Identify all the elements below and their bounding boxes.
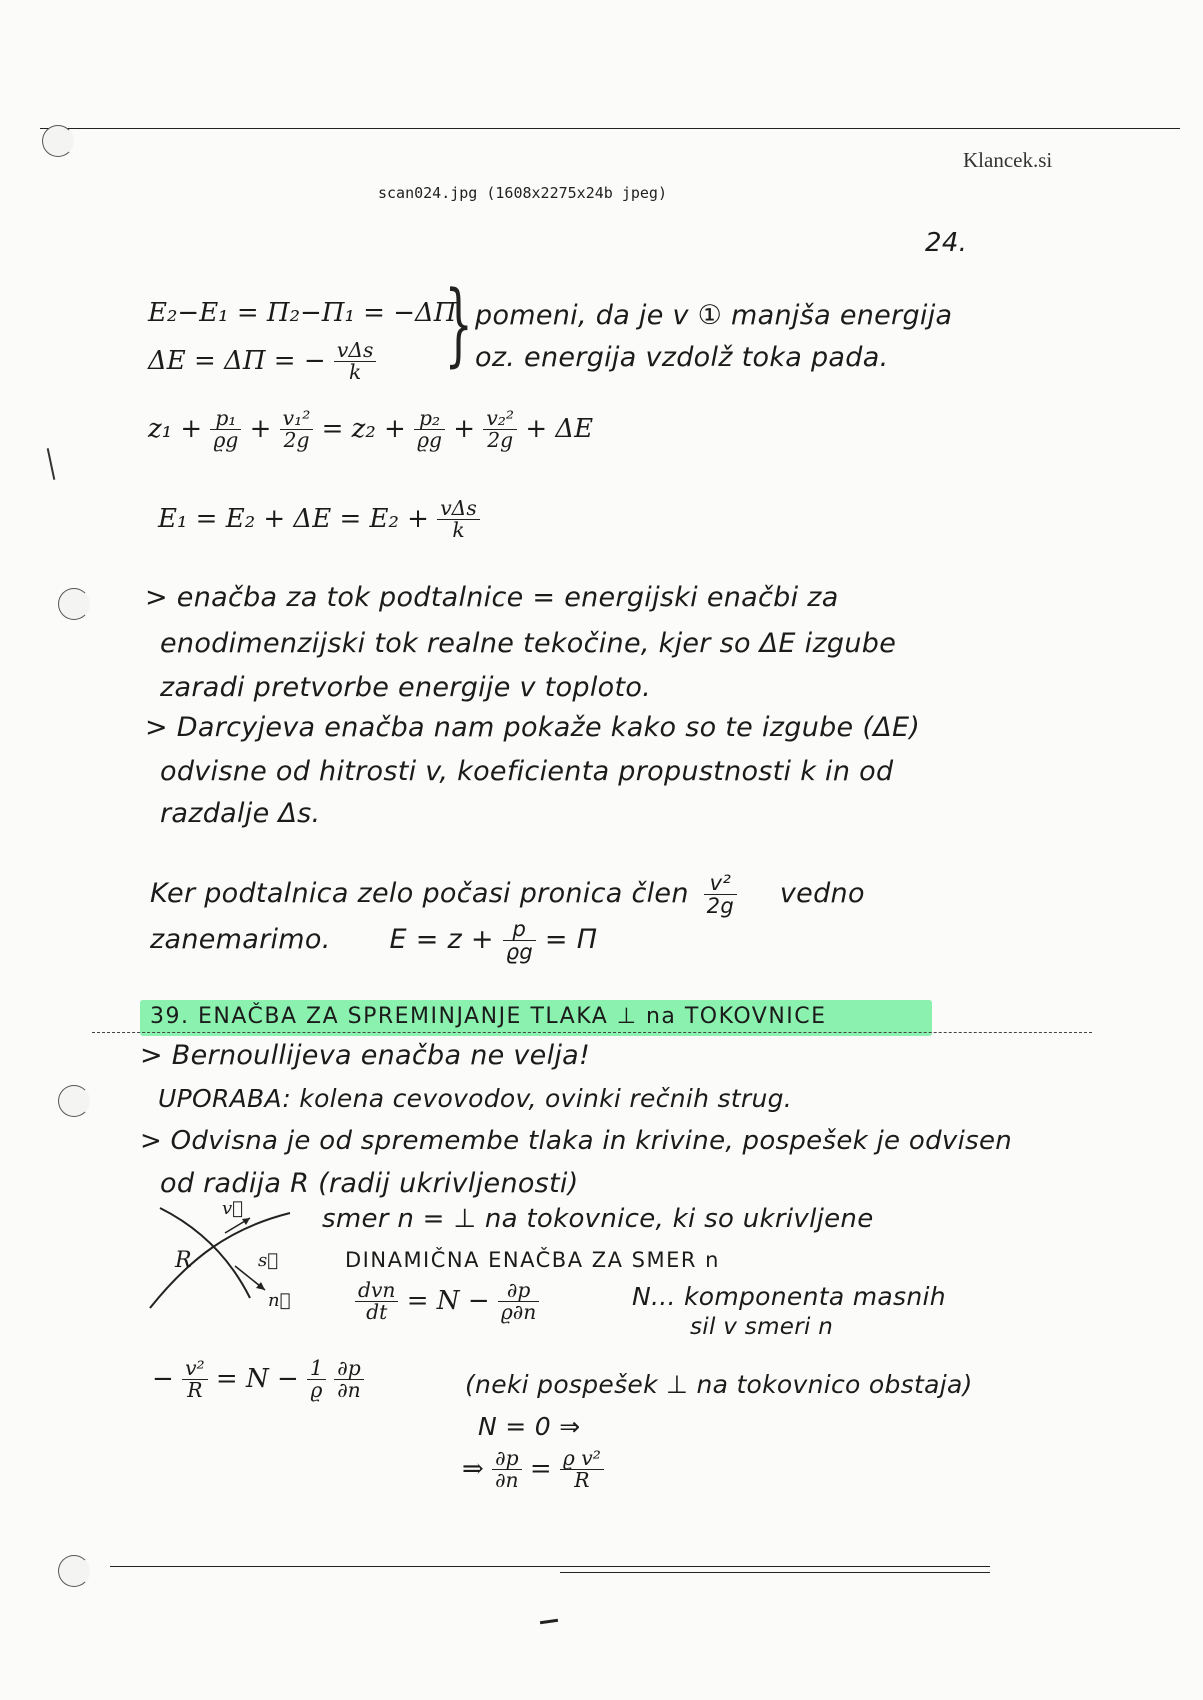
top-rule [40,128,1180,129]
para2-text-b: vedno [779,878,865,910]
s39-line3: > Odvisna je od spremembe tlaka in krivine, pospešek je odvisen [140,1126,1013,1156]
page-number: 24. [925,228,968,258]
bern-frac-3 [414,408,445,452]
s39-line4: od radija R (radij ukrivljenosti) [160,1168,579,1199]
n-zero: N = 0 ⇒ [478,1412,581,1441]
para2-line1 [150,872,865,917]
dyn-mid: = N − [406,1285,490,1316]
bern-frac-1-num: p₁ [210,408,241,430]
acceleration-note: (neki pospešek ⊥ na tokovnico obstaja) [465,1370,973,1399]
sketch-label-n: n⃗ [268,1290,291,1311]
result-arrow: ⇒ [462,1453,484,1484]
punch-hole-2 [58,588,90,620]
bern-frac-2-num: v₁² [280,408,314,430]
eq-delta-e [148,340,376,384]
dyn-frac-2-den: ϱ∂n [500,1300,537,1325]
bern-frac-4-num: v₂² [483,408,517,430]
para1-line4: > Darcyjeva enačba nam pokaže kako so te izgube (ΔE) [145,712,921,743]
dynamic-equation [355,1280,539,1324]
result-equals: = [529,1453,552,1484]
norm-frac-2-num: 1 [307,1358,326,1380]
sketch-label-s: s⃗ [258,1250,279,1271]
bern-frac-4-den: 2g [487,428,514,453]
note-energy-line1: pomeni, da je v ① manjša energija [475,300,953,331]
bern-frac-1-den: ϱg [213,428,239,453]
eq-delta-e-den: k [348,360,362,385]
punch-hole-1 [42,125,74,157]
sketch-label-R: R [175,1248,192,1273]
dyn-frac-1 [355,1280,398,1324]
eq-e1-num: vΔs [437,498,479,520]
para2-eq-frac-den: ϱg [505,939,534,965]
para2-frac [704,872,737,917]
norm-frac-3-num: ∂p [334,1358,364,1380]
para2-eq-a: E = z + [389,924,494,956]
punch-hole-3 [58,1085,90,1117]
result-frac-1-den: ∂n [495,1468,519,1493]
para2-frac-num: v² [704,872,737,895]
s39-line2: UPORABA: kolena cevovodov, ovinki rečnih strug. [158,1084,793,1113]
bern-frac-2 [280,408,314,452]
bern-frac-1 [210,408,241,452]
norm-frac-3-den: ∂n [337,1378,361,1403]
bern-frac-3-num: p₂ [414,408,445,430]
para1-line3: zaradi pretvorbe energije v toploto. [160,672,652,703]
eq-e1-den: k [452,518,465,543]
punch-hole-4 [58,1555,90,1587]
scan-mark [540,1619,558,1624]
norm-frac-1-den: R [187,1378,203,1403]
normal-equation [152,1358,364,1402]
right-brace: } [444,272,473,377]
norm-frac-2 [307,1358,326,1402]
result-frac-2-num: ϱ v² [560,1448,604,1470]
eq-bernoulli-energy [148,408,593,452]
s39-line1: > Bernoullijeva enačba ne velja! [140,1040,591,1071]
bern-tail: + ΔE [525,413,594,444]
note-energy-line2: oz. energija vzdolž toka pada. [475,342,889,373]
dyn-frac-2-num: ∂p [498,1280,539,1302]
para2-eq-frac [503,918,536,963]
margin-tick [47,448,56,480]
bern-frac-3-den: ϱg [417,428,443,453]
bern-plus-2: + [453,413,476,444]
eq-energy-diff: E₂−E₁ = Π₂−Π₁ = −ΔΠ [148,298,457,328]
eq-delta-e-fraction [334,340,376,384]
norm-frac-3 [334,1358,364,1402]
result-frac-1 [492,1448,522,1492]
norm-frac-1 [182,1358,208,1402]
result-frac-2-den: R [574,1468,590,1493]
para1-line6: razdalje Δs. [160,798,321,829]
para2-frac-den: 2g [706,893,735,919]
file-info: scan024.jpg (1608x2275x24b jpeg) [378,184,667,202]
bottom-rule-2 [560,1572,990,1573]
brand-label: Klancek.si [963,148,1053,172]
para2-line2 [150,918,597,963]
norm-mid: = N − [215,1363,299,1394]
result-frac-1-num: ∂p [492,1448,522,1470]
para2-neglect: zanemarimo. [150,924,331,956]
dyn-frac-1-num: dvn [355,1280,398,1302]
eq-e1 [158,498,480,542]
section-divider [92,1032,1092,1033]
bern-frac-2-den: 2g [283,428,310,453]
eq-e1-fraction [437,498,479,542]
bern-lhs: z₁ + [148,413,203,444]
eq-e1-left: E₁ = E₂ + ΔE = E₂ + [158,503,429,534]
bern-frac-4 [483,408,517,452]
bottom-rule-1 [110,1566,990,1567]
n-definition-1: N... komponenta masnih [632,1282,946,1311]
norm-frac-2-den: ϱ [310,1378,323,1403]
eq-delta-e-left: ΔE = ΔΠ = − [148,345,326,376]
norm-minus: − [152,1363,174,1394]
n-definition-2: sil v smeri n [690,1314,834,1340]
bern-plus-1: + [249,413,272,444]
norm-frac-1-num: v² [182,1358,208,1380]
dynamic-eq-title: DINAMIČNA ENAČBA ZA SMER n [345,1248,720,1272]
result-frac-2 [560,1448,604,1492]
section-39-title: 39. ENAČBA ZA SPREMINJANJE TLAKA ⊥ na TOKOVNICE [150,1004,827,1029]
para2-eq-frac-num: p [503,918,536,941]
para2-eq-b: = Π [544,924,598,956]
bern-equals: = z₂ + [321,413,406,444]
dyn-frac-2 [498,1280,539,1324]
para1-line2: enodimenzijski tok realne tekočine, kjer so ΔE izgube [160,628,897,659]
sketch-label-v: v⃗ [222,1198,243,1219]
para1-line1: > enačba za tok podtalnice = energijski enačbi za [145,582,839,613]
eq-delta-e-num: vΔs [334,340,376,362]
para1-line5: odvisne od hitrosti v, koeficienta propustnosti k in od [160,756,894,787]
direction-line: smer n = ⊥ na tokovnice, ki so ukrivljene [322,1204,874,1234]
para2-text-a: Ker podtalnica zelo počasi pronica člen [150,878,689,910]
dyn-frac-1-den: dt [366,1300,388,1325]
result-equation [462,1448,604,1492]
